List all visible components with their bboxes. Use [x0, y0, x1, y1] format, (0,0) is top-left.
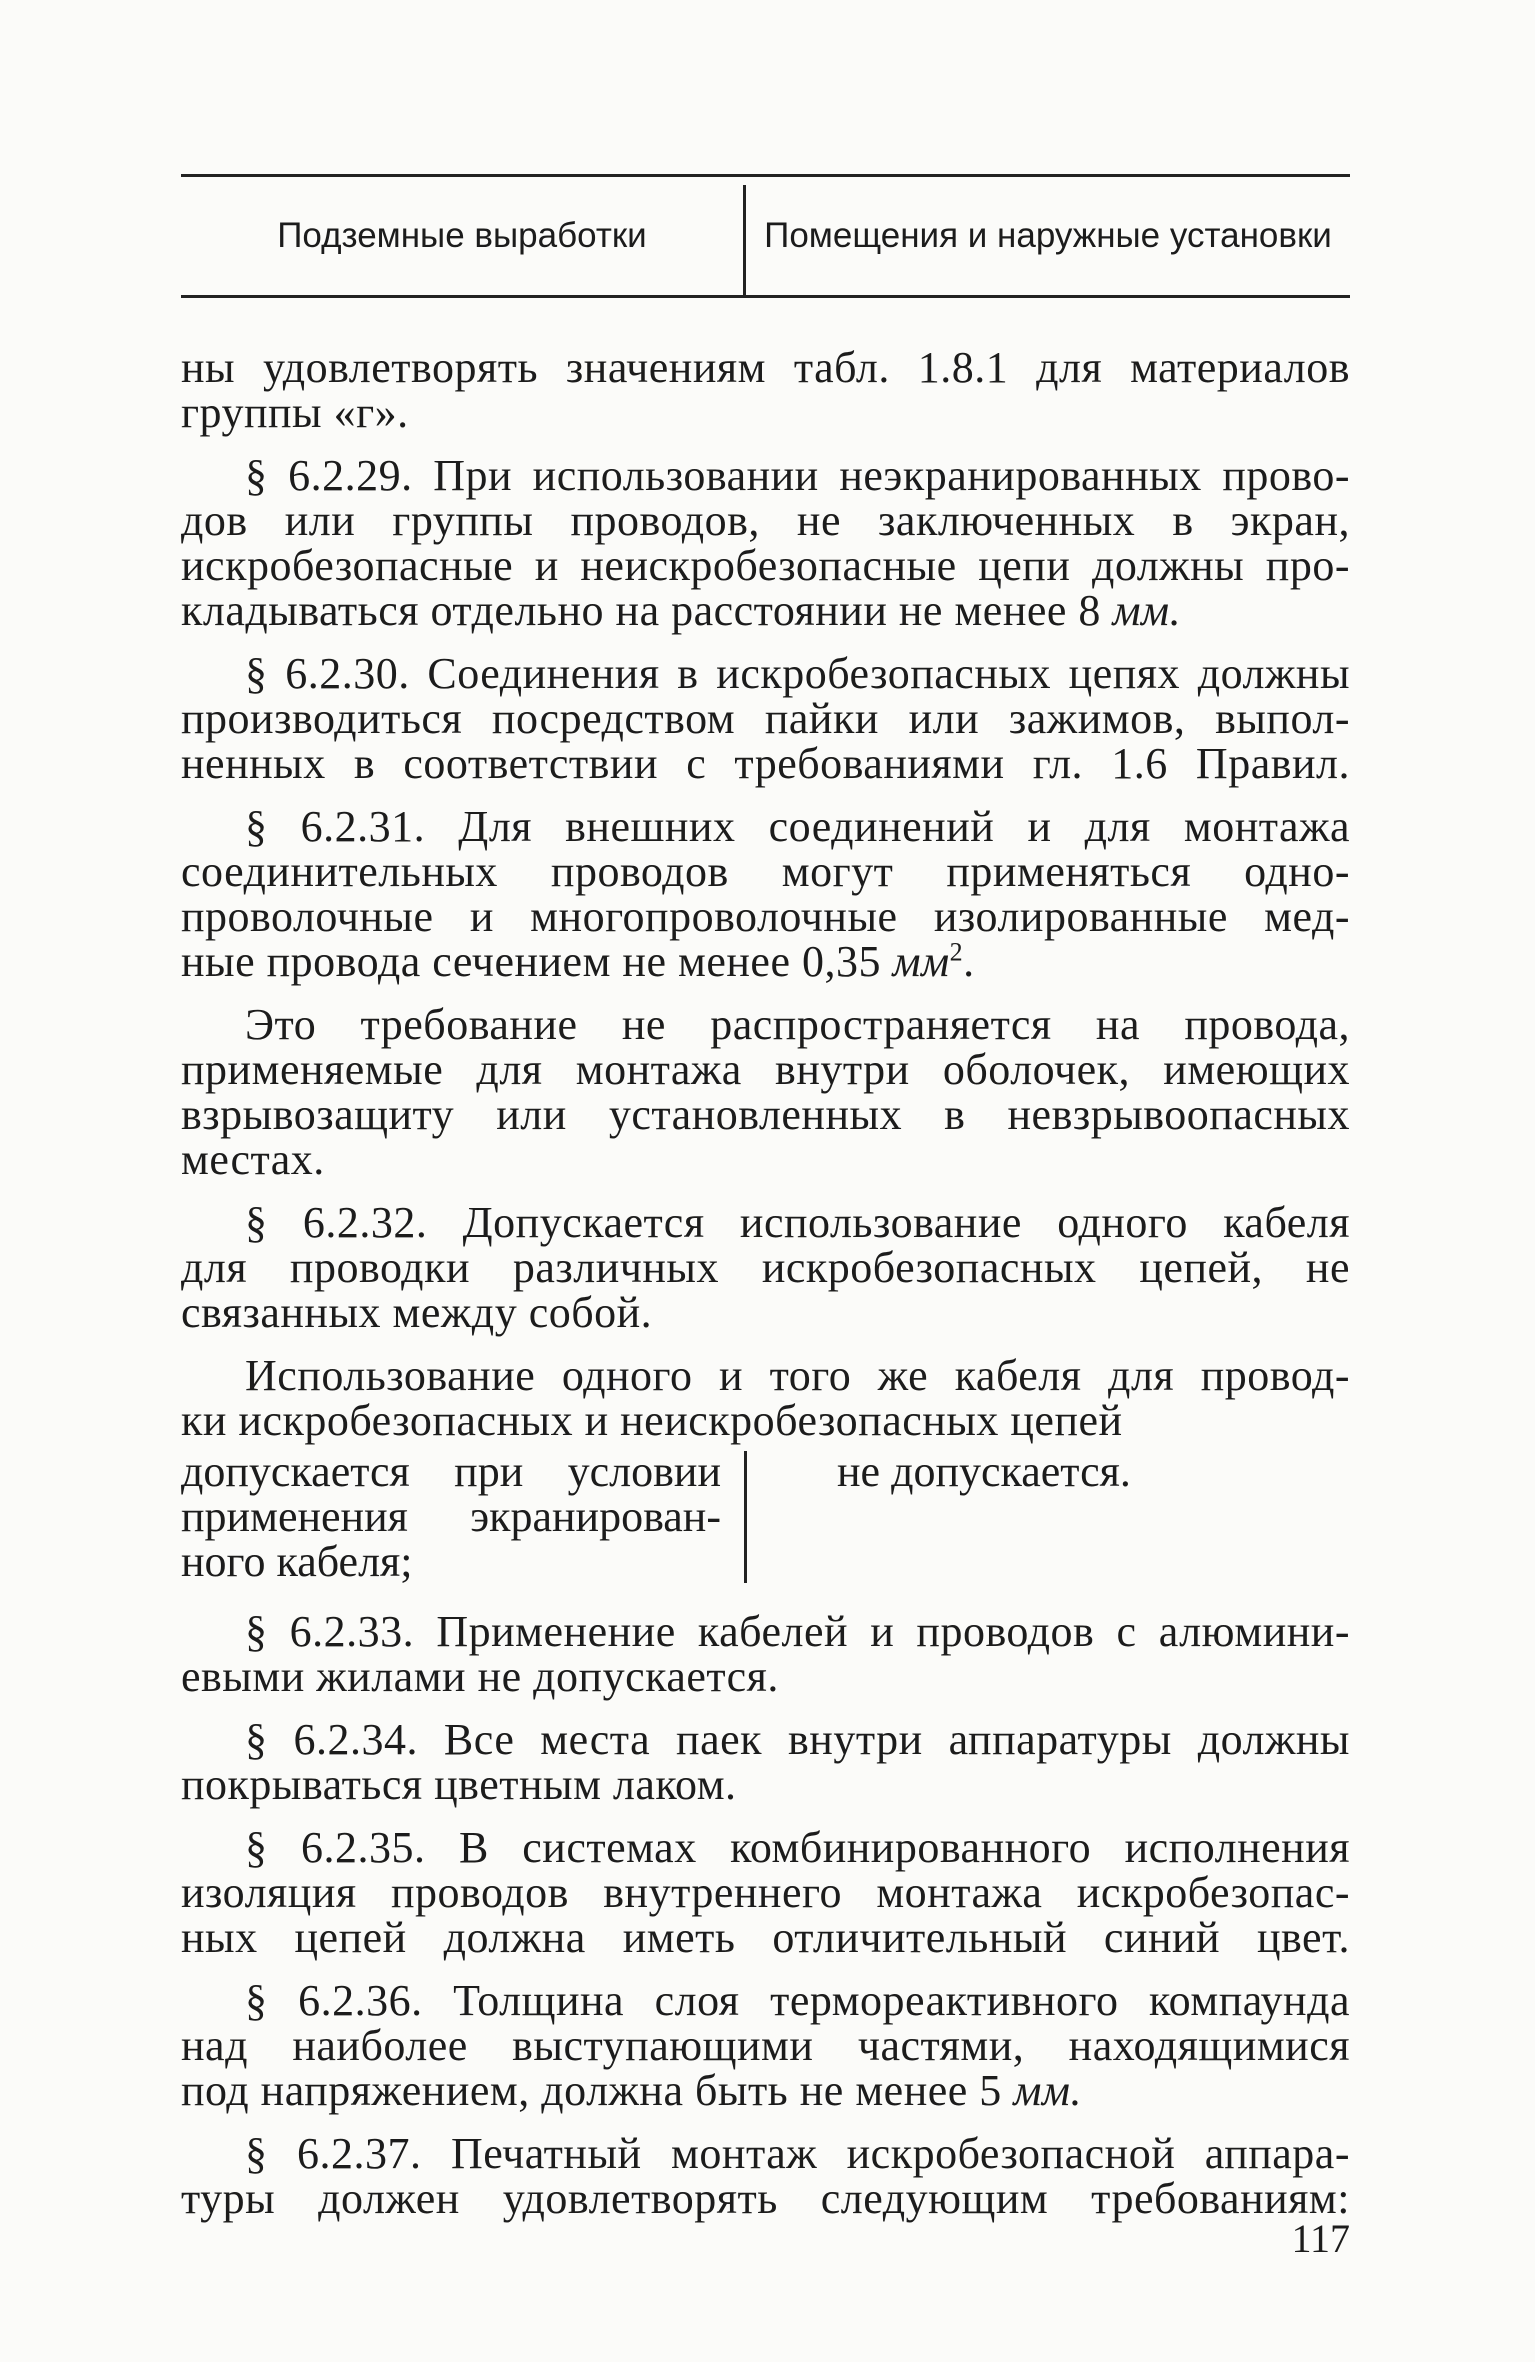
paragraph-6-2-31: § 6.2.31. Для внешних соединений и для монтажа соединительных проводов могут применяться одно- проволочные и многопроволочные изолированные мед- ные провода сечением не менее 0,35 $мм^2$. — [181, 802, 1350, 986]
page-body — [181, 345, 1350, 2239]
paragraph-6-2-30: § 6.2.30. Соединения в искробезопасных цепях должны производиться посредством пайки или зажимов, выпол- ненных в соответствии с требованиями гл. 1.6 Правил. — [181, 649, 1350, 788]
unit-mm: мм. — [1013, 2066, 1082, 2115]
paragraph-6-2-29: § 6.2.29. При использовании неэкранированных прово- дов или группы проводов, не заключенных в экран, искробезопасные и неискробезопасные цепи должны про- кладываться отдельно на расстоянии не менее 8 мм. — [181, 451, 1350, 635]
paragraph-6-2-37: § 6.2.37. Печатный монтаж искробезопасной аппара- туры должен удовлетворять следующим требованиям: — [181, 2129, 1350, 2223]
two-column-condition — [181, 1447, 1350, 1586]
paragraph-6-2-34: § 6.2.34. Все места паек внутри аппаратуры должны покрываться цветным лаком. — [181, 1715, 1350, 1809]
page-number: 117 — [1291, 2216, 1350, 2261]
running-header — [181, 174, 1350, 298]
header-left-column: Подземные выработки — [277, 216, 647, 255]
unit-mm2: мм — [892, 937, 950, 986]
condition-premises: не допускается. — [837, 1447, 1131, 1496]
paragraph-6-2-36: § 6.2.36. Толщина слоя термореактивного компаунда над наиболее выступающими частями, находящимися под напряжением, должна быть не менее 5 мм. — [181, 1976, 1350, 2115]
paragraph-requirement-note: Это требование не распространяется на провода, применяемые для монтажа внутри оболочек, имеющих взрывозащиту или установленных в невзрывоопасных местах. — [181, 1000, 1350, 1184]
paragraph-6-2-33: § 6.2.33. Применение кабелей и проводов с алюмини- евыми жилами не допускается. — [181, 1607, 1350, 1701]
header-right-column: Помещения и наружные установки — [764, 216, 1332, 255]
paragraph-6-2-32: § 6.2.32. Допускается использование одного кабеля для проводки различных искробезопасных цепей, не связанных между собой. — [181, 1198, 1350, 1337]
paragraph-6-2-35: § 6.2.35. В системах комбинированного исполнения изоляция проводов внутреннего монтажа искробезопас- ных цепей должна иметь отличительный синий цвет. — [181, 1823, 1350, 1962]
paragraph-continuation: ны удовлетворять значениям табл. 1.8.1 для материалов группы «г». — [181, 343, 1350, 437]
condition-underground: допускается при условии применения экранирован- ного кабеля; — [181, 1447, 721, 1586]
unit-mm: мм. — [1112, 586, 1182, 635]
column-divider — [744, 1451, 747, 1583]
paragraph-cable-usage: Использование одного и того же кабеля для провод- ки искробезопасных и неискробезопасных цепей — [181, 1351, 1350, 1445]
unit-superscript: 2 — [949, 937, 964, 967]
